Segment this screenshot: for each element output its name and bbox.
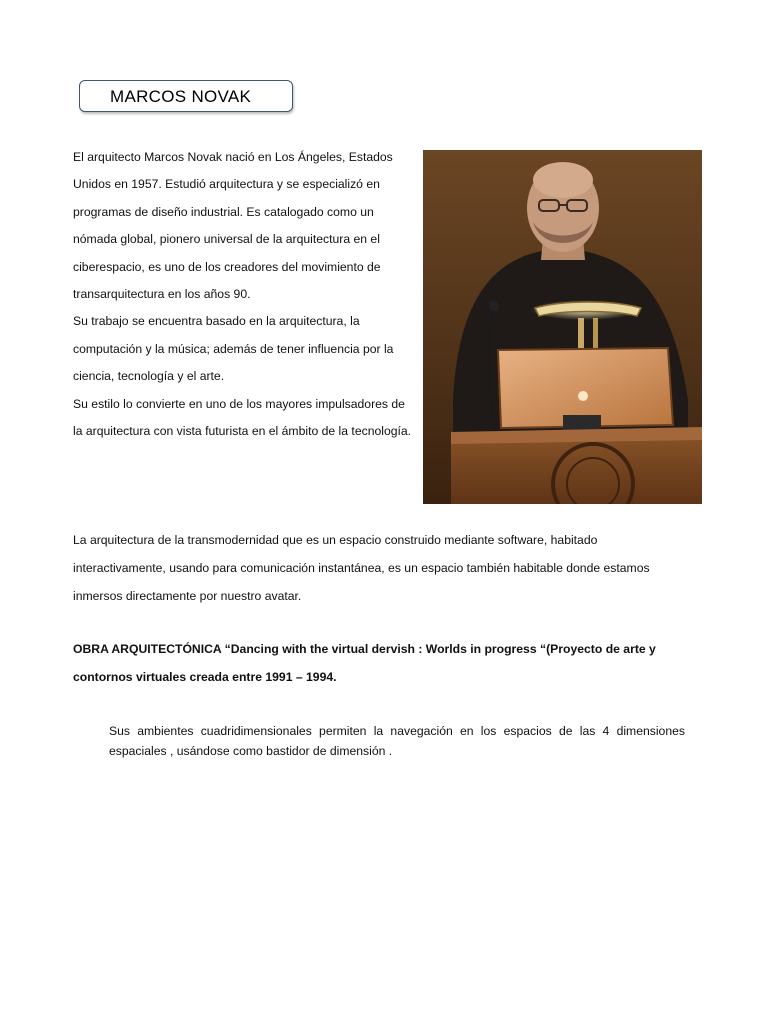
title-box [79, 80, 293, 112]
bio-paragraph-2: Su trabajo se encuentra basado en la arquitectura, la computación y la música; además de tener influencia por la ciencia, tecnología y el arte. [73, 314, 394, 384]
bio-section [73, 144, 413, 445]
page-title: MARCOS NOVAK [110, 87, 252, 106]
obra-heading: OBRA ARQUITECTÓNICA “Dancing with the virtual dervish : Worlds in progress “(Proyecto de arte y contornos virtuales creada entre 1991 – 1994. [73, 642, 656, 684]
bio-paragraph-3: Su estilo lo convierte en uno de los mayores impulsadores de la arquitectura con vista futurista en el ámbito de la tecnología. [73, 396, 412, 439]
portrait-photo [423, 150, 702, 504]
obra-description: Sus ambientes cuadridimensionales permiten la navegación en los espacios de las 4 dimensiones espaciales , usándose como bastidor de dimensión . [109, 724, 685, 758]
portrait-illustration [423, 150, 702, 504]
bio-paragraph-1: El arquitecto Marcos Novak nació en Los Ángeles, Estados Unidos en 1957. Estudió arquitectura y se especializó en programas de diseño industrial. Es catalogado como un nómada global, pionero universal de la arquitectura en el ciberespacio, es uno de los creadores del movimiento de transarquitectura en los años 90. [73, 150, 393, 302]
transmodernity-paragraph: La arquitectura de la transmodernidad que es un espacio construido mediante software, habitado interactivamente, usando para comunicación instantánea, es un espacio también habitable donde estamos inmersos directamente por nuestro avatar. [73, 533, 650, 603]
